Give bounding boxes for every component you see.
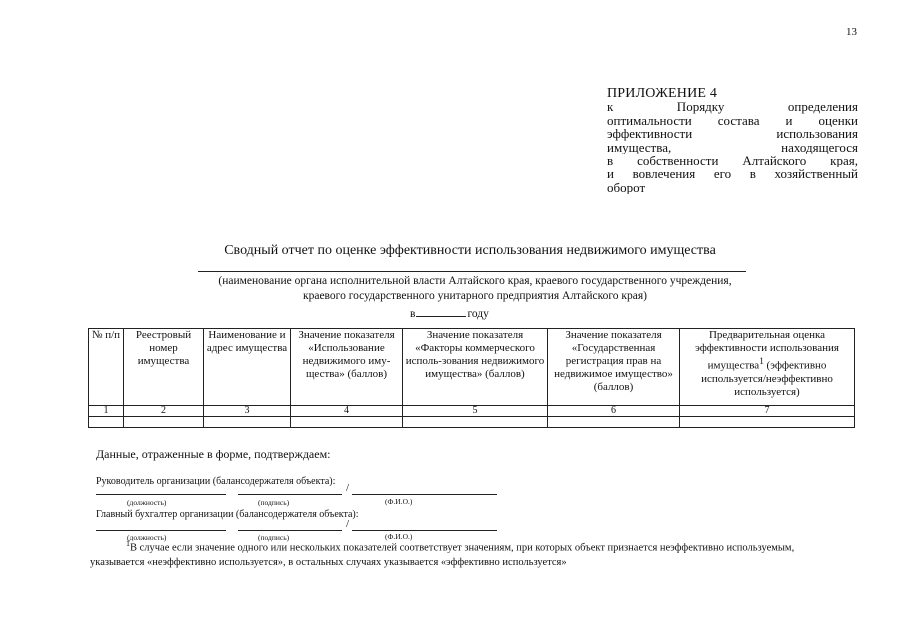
year-blank bbox=[416, 306, 466, 317]
appendix-line: эффективности использования bbox=[607, 127, 858, 141]
signature-caption: (подпись) bbox=[258, 498, 290, 507]
column-header: Значение показателя «Использование недвижимого иму-щества» (баллов) bbox=[291, 329, 403, 406]
appendix-line: к Порядку определения bbox=[607, 100, 858, 114]
report-table bbox=[88, 328, 855, 428]
document-title: Сводный отчет по оценке эффективности использования недвижимого имущества bbox=[224, 243, 716, 258]
table-row bbox=[89, 417, 855, 428]
table-cell bbox=[204, 417, 291, 428]
table-cell bbox=[291, 417, 403, 428]
column-header: Реестровый номер имущества bbox=[124, 329, 204, 406]
column-header bbox=[680, 329, 855, 406]
column-header: Наименование и адрес имущества bbox=[204, 329, 291, 406]
footnote bbox=[90, 537, 850, 570]
signature-line bbox=[238, 494, 342, 495]
appendix-line: имущества, находящегося bbox=[607, 140, 858, 155]
footnote-mark: 1 bbox=[126, 539, 130, 548]
separator-slash: / bbox=[346, 482, 350, 494]
year-prefix: в bbox=[410, 308, 416, 320]
table-cell bbox=[680, 417, 855, 428]
column-header: № п/п bbox=[89, 329, 124, 406]
appendix-line: в собственности Алтайского края, bbox=[607, 154, 858, 168]
column-number: 4 bbox=[291, 406, 403, 417]
table-cell bbox=[89, 417, 124, 428]
year-suffix: году bbox=[467, 308, 489, 320]
subtitle-line: краевого государственного унитарного предприятия Алтайского края) bbox=[303, 290, 647, 302]
table-cell bbox=[548, 417, 680, 428]
appendix-line: оптимальности состава и оценки bbox=[607, 113, 858, 128]
confirmation-text: Данные, отраженные в форме, подтверждаем: bbox=[96, 447, 331, 461]
position-caption: (должность) bbox=[127, 533, 167, 542]
name-caption: (Ф.И.О.) bbox=[385, 532, 413, 541]
column-header: Значение показателя «Факторы коммерческого исполь-зования недвижимого имущества» (баллов) bbox=[403, 329, 548, 406]
column-number: 3 bbox=[204, 406, 291, 417]
signature-caption: (подпись) bbox=[258, 533, 290, 542]
column-number: 6 bbox=[548, 406, 680, 417]
column-number: 1 bbox=[89, 406, 124, 417]
header-text: Предварительная оценка эффективности использования имущества bbox=[695, 329, 839, 372]
appendix-line: оборот bbox=[607, 180, 646, 195]
column-header: Значение показателя «Государственная регистрация прав на недвижимое имущество» (баллов) bbox=[548, 329, 680, 406]
table-cell bbox=[403, 417, 548, 428]
column-number-row bbox=[89, 406, 855, 417]
year-line bbox=[410, 306, 489, 320]
table-header-row bbox=[89, 329, 855, 406]
appendix-title: ПРИЛОЖЕНИЕ 4 bbox=[607, 86, 718, 101]
name-caption: (Ф.И.О.) bbox=[385, 497, 413, 506]
position-line bbox=[96, 494, 226, 495]
appendix-line: и вовлечения его в хозяйственный bbox=[607, 167, 858, 181]
subtitle-line: (наименование органа исполнительной власти Алтайского края, краевого государственного учреждения, bbox=[218, 275, 732, 287]
column-number: 2 bbox=[124, 406, 204, 417]
footnote-mark: 1 bbox=[759, 356, 764, 366]
header-text: (эффективно используется/неэффективно используется) bbox=[701, 359, 833, 398]
accountant-signature-label: Главный бухгалтер организации (балансодержателя объекта): bbox=[96, 509, 359, 520]
separator-slash: / bbox=[346, 518, 350, 530]
organization-name-line bbox=[198, 271, 746, 272]
column-number: 7 bbox=[680, 406, 855, 417]
table-cell bbox=[124, 417, 204, 428]
position-line bbox=[96, 530, 226, 531]
appendix-block bbox=[607, 87, 858, 194]
footnote-text: В случае если значение одного или нескольких показателей соответствует значениям, при которых объект признается неэффективно используемым, указывается «неэффективно используется», в остальных случаях указывается «эффективно используется» bbox=[90, 542, 795, 568]
name-line bbox=[352, 494, 497, 495]
column-number: 5 bbox=[403, 406, 548, 417]
manager-signature-label: Руководитель организации (балансодержателя объекта): bbox=[96, 476, 336, 487]
page-number: 13 bbox=[846, 26, 857, 38]
signature-line bbox=[238, 530, 342, 531]
position-caption: (должность) bbox=[127, 498, 167, 507]
name-line bbox=[352, 530, 497, 531]
